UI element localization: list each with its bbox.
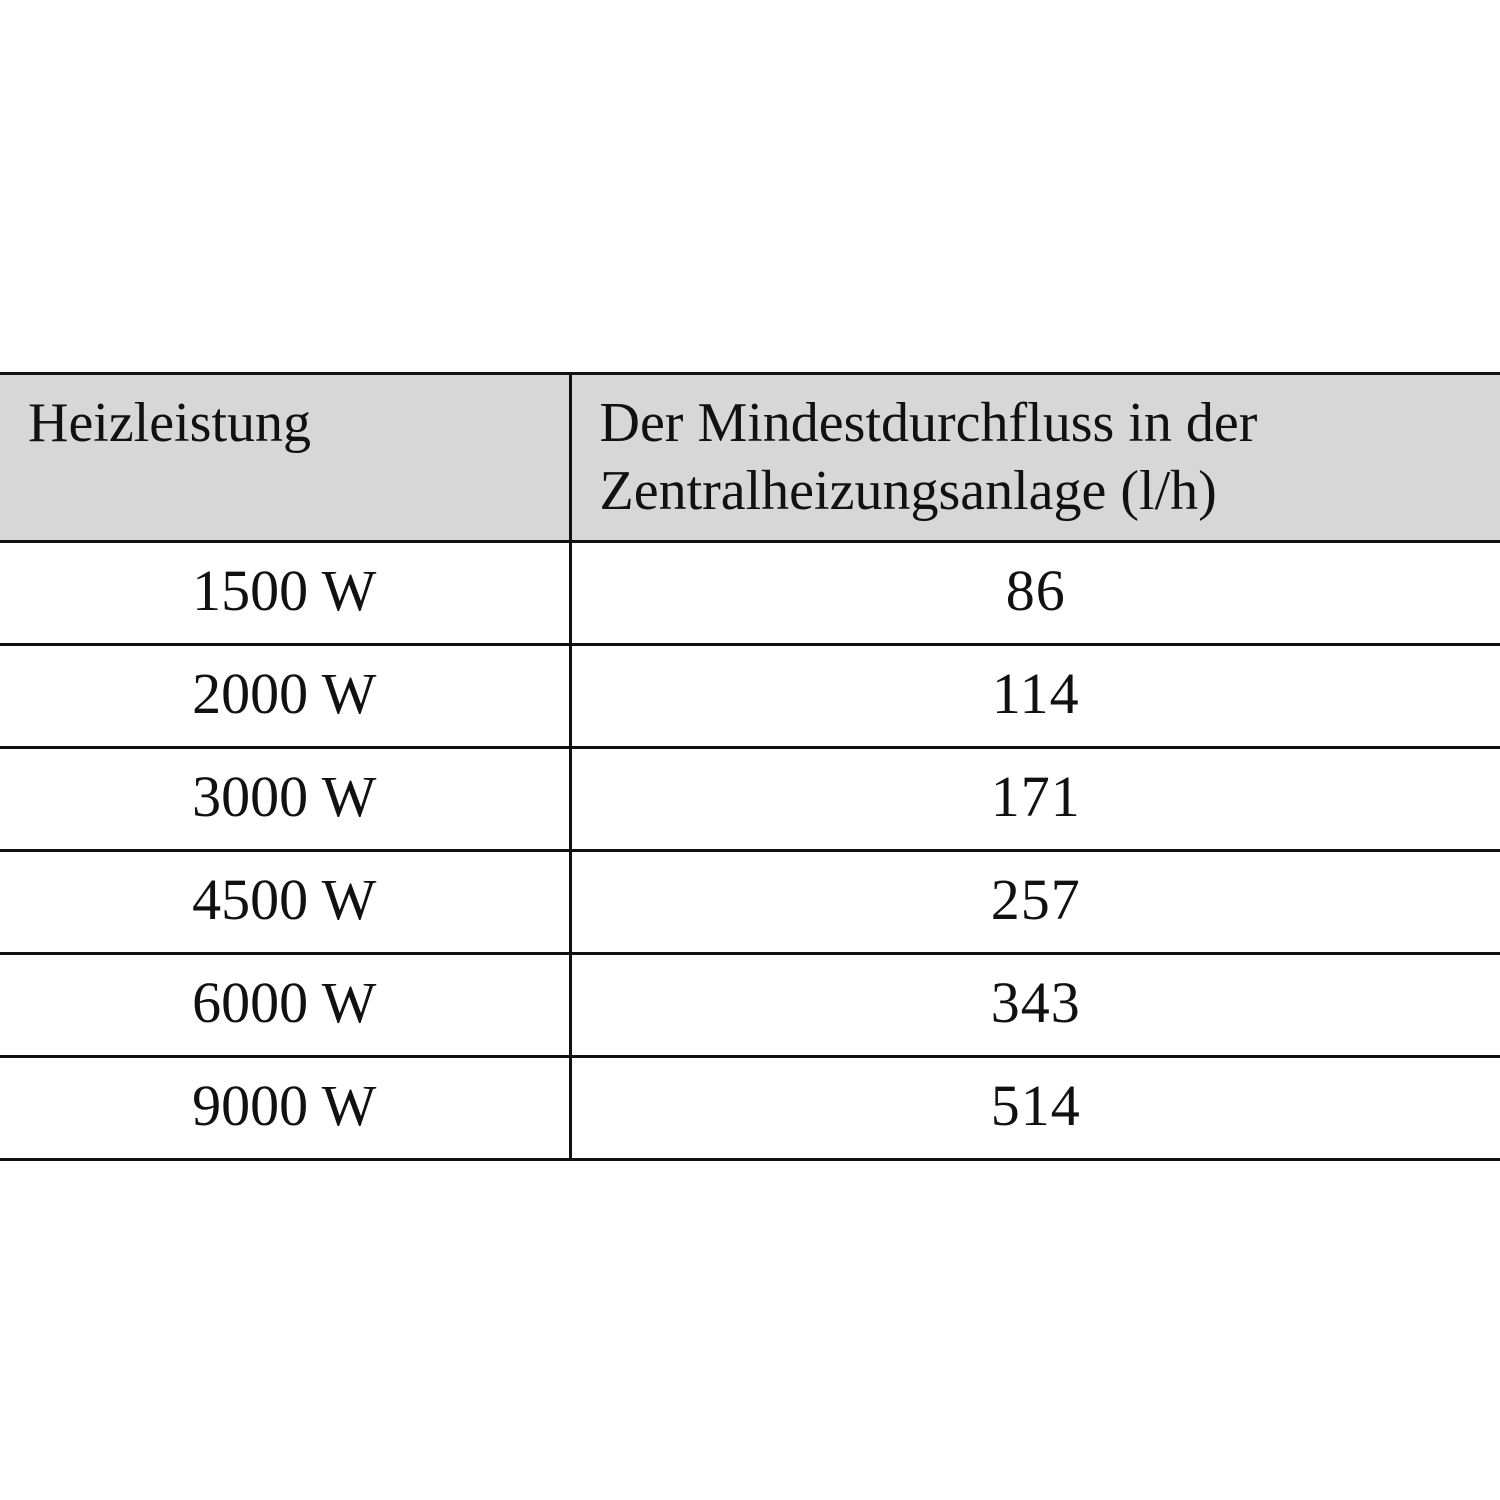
column-header-minimum-flow bbox=[570, 374, 1500, 542]
cell-minimum-flow: 114 bbox=[570, 644, 1500, 747]
table-row bbox=[0, 644, 1500, 747]
cell-heating-power: 3000 W bbox=[0, 747, 570, 850]
column-header-heating-power-label: Heizleistung bbox=[28, 392, 312, 454]
table-row bbox=[0, 1056, 1500, 1159]
table-header-row bbox=[0, 374, 1500, 542]
table-row bbox=[0, 541, 1500, 644]
cell-heating-power: 2000 W bbox=[0, 644, 570, 747]
cell-minimum-flow: 343 bbox=[570, 953, 1500, 1056]
cell-minimum-flow: 514 bbox=[570, 1056, 1500, 1159]
cell-minimum-flow: 257 bbox=[570, 850, 1500, 953]
table-row bbox=[0, 953, 1500, 1056]
table-header bbox=[0, 374, 1500, 542]
cell-minimum-flow: 171 bbox=[570, 747, 1500, 850]
heating-flow-table-container bbox=[0, 372, 1500, 1161]
cell-minimum-flow: 86 bbox=[570, 541, 1500, 644]
column-header-minimum-flow-line1: Der Mindestdurchfluss in der bbox=[599, 392, 1258, 454]
column-header-heating-power bbox=[0, 374, 570, 542]
table-row bbox=[0, 747, 1500, 850]
cell-heating-power: 4500 W bbox=[0, 850, 570, 953]
heating-flow-table bbox=[0, 372, 1500, 1161]
column-header-minimum-flow-line2: Zentralheizungsanlage (l/h) bbox=[599, 460, 1217, 523]
cell-heating-power: 1500 W bbox=[0, 541, 570, 644]
cell-heating-power: 6000 W bbox=[0, 953, 570, 1056]
cell-heating-power: 9000 W bbox=[0, 1056, 570, 1159]
table-body bbox=[0, 541, 1500, 1159]
table-row bbox=[0, 850, 1500, 953]
